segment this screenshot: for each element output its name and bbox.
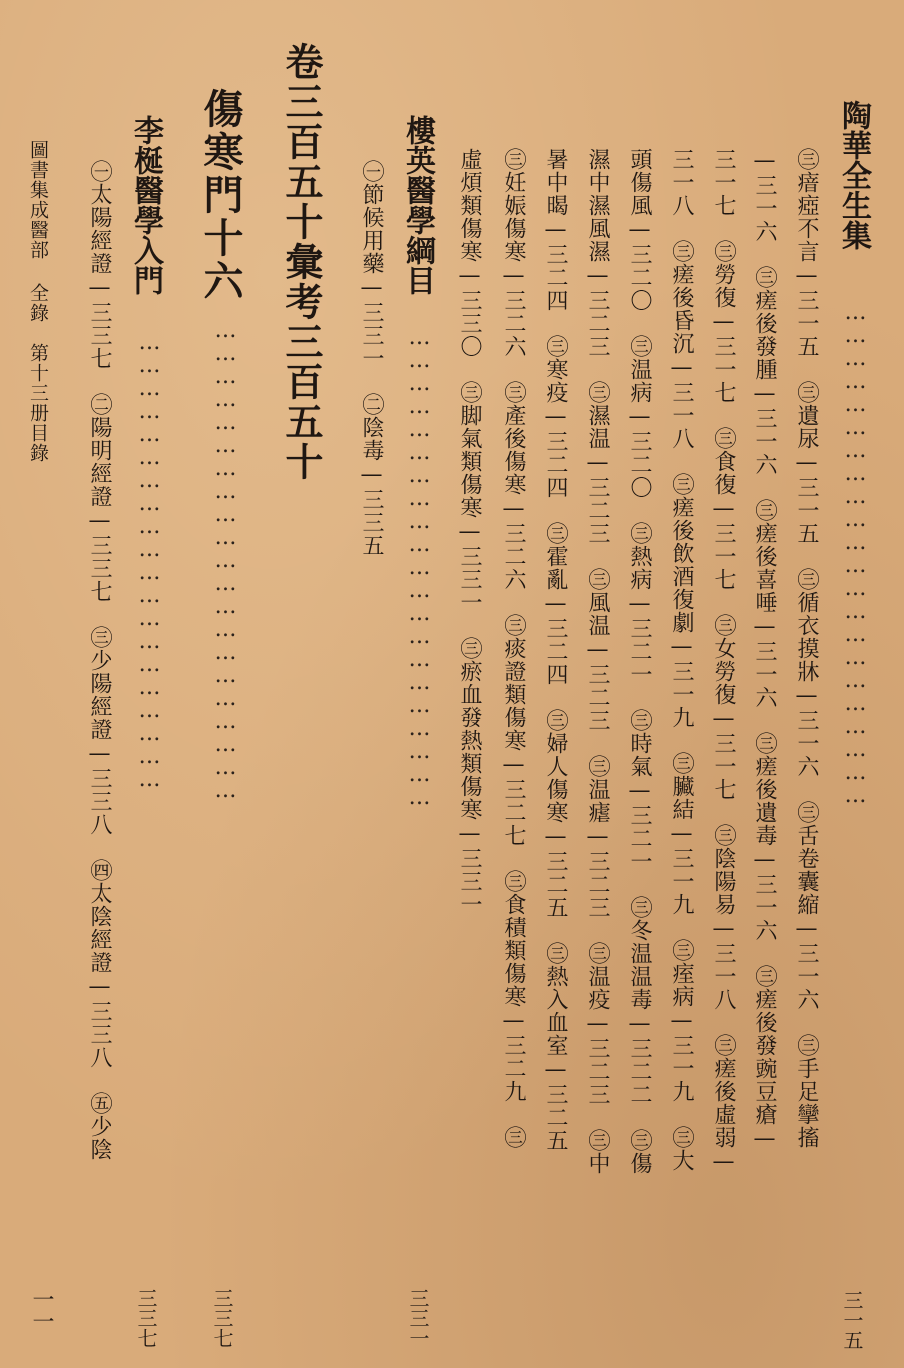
entry-line-2: —三一六 ㊂瘥後發腫—三一六 ㊂瘥後喜唾—三一六 ㊂瘥後遺毒—三一六 ㊂瘥後發豌豆瘡—	[752, 148, 777, 1152]
entry-line-5: 頭傷風—三二〇 ㊂温病—三二〇 ㊂熱病—三二一 ㊂時氣—三二一 ㊂冬温温毒—三二二 ㊂傷	[627, 148, 652, 1175]
section-page-taohua: 三一五	[840, 1290, 864, 1350]
section-page-louying: 三三一	[406, 1288, 430, 1348]
entry-line-4: 三一八 ㊂瘥後昏沉—三一八 ㊂瘥後飲酒復劇—三一九 ㊂臟結—三一九 ㊂痓病—三一九 ㊂大	[669, 148, 694, 1172]
section-page-lichan: 三三七	[134, 1288, 158, 1348]
section-leader-louying: ………………………………………………………	[407, 325, 432, 808]
volume-heading: 卷三百五十彙考三百五十	[279, 42, 324, 482]
category-page: 三三七	[210, 1288, 234, 1348]
section-title-louying: 樓英醫學綱目	[400, 115, 435, 295]
section-leader-taohua: …………………………………………………………	[843, 300, 868, 806]
entry-line-10: ㊀節候用藥—三三一 ㊁陰毒—三三五	[359, 160, 384, 557]
section-title-taohua: 陶華全生集	[836, 100, 871, 250]
entry-line-8: ㊂妊娠傷寒—三二六 ㊂產後傷寒—三二六 ㊂痰證類傷寒—三二七 ㊂食積類傷寒—三二九 ㊂	[501, 148, 526, 1149]
section-leader-lichan: ……………………………………………………	[137, 330, 162, 790]
entry-line-3: 三一七 ㊂勞復—三一七 ㊂食復—三一七 ㊂女勞復—三一七 ㊂陰陽易—三一八 ㊂瘥後虛弱—	[711, 148, 736, 1175]
entry-line-7: 暑中暍—三二四 ㊂寒疫—三二四 ㊂霍亂—三二四 ㊂婦人傷寒—三二五 ㊂熱入血室—三二五	[543, 148, 568, 1152]
page-number: 一一	[29, 1288, 54, 1332]
section-title-lichan: 李梴醫學入門	[128, 115, 163, 295]
entry-line-9: 虛煩類傷寒—三三〇 ㊂脚氣類傷寒—三三一 ㊂瘀血發熱類傷寒—三三一	[457, 148, 482, 916]
entry-line-6: 濕中濕風濕—三二三 ㊂濕温—三二三 ㊂風温—三二三 ㊂温瘧—三二三 ㊂温疫—三二三 ㊂中	[585, 148, 610, 1175]
running-title: 圖書集成醫部 全錄 第十三册目錄	[27, 140, 49, 463]
category-leader: ………………………………………………………	[213, 318, 238, 801]
category-heading: 傷寒門十六	[197, 88, 244, 303]
entry-line-1: ㊂瘖瘂不言—三一五 ㊂遺尿—三一五 ㊂循衣摸牀—三一六 ㊂舌卷囊縮—三一六 ㊂手足攣搐	[794, 148, 819, 1149]
entry-line-11: ㊀太陽經證—三三七 ㊁陽明經證—三三七 ㊂少陽經證—三三八 ㊃太陰經證—三三八 ㊄少陰	[87, 160, 112, 1161]
